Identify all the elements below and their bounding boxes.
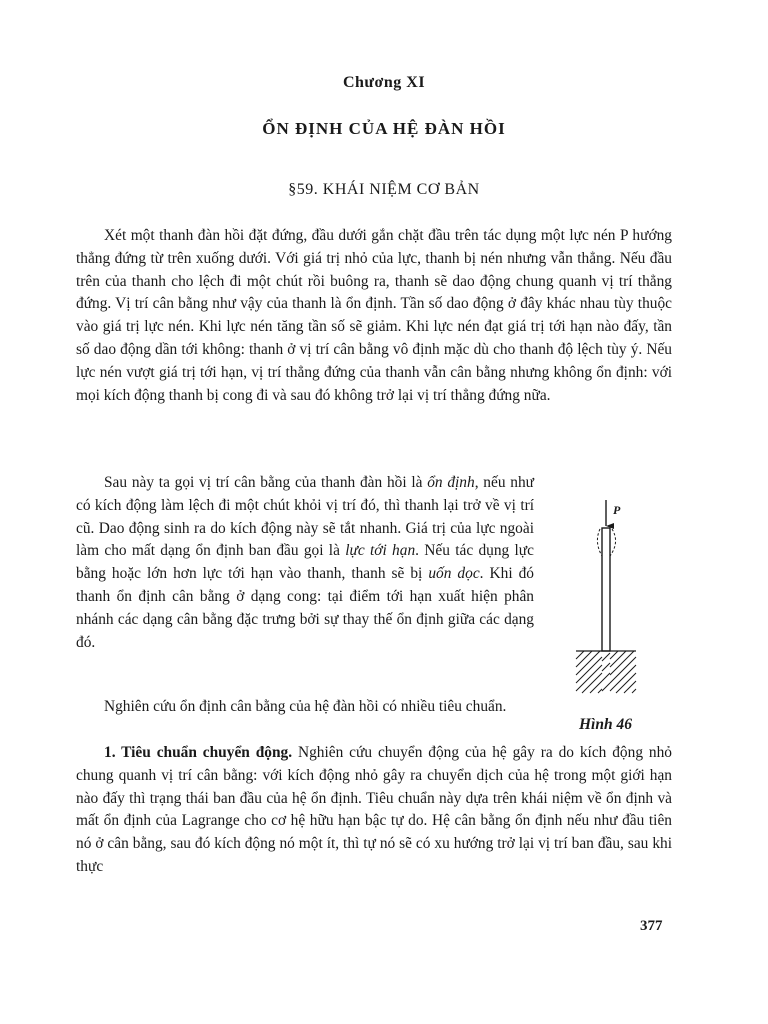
figure-caption: Hình 46 (579, 716, 632, 733)
figure-column-diagram (572, 496, 662, 700)
paragraph-criteria (76, 696, 534, 719)
text-run: . Khi đó thanh ổn định cân bằng ở dạng cong: tại điểm tới hạn xuất hiện phân nhánh các dạng cân bằng đặc trưng bởi sự thay thế ổn định giữa các dạng đó. (76, 565, 534, 651)
section-title: §59. KHÁI NIỆM CƠ BẢN (288, 181, 480, 198)
page-number: 377 (640, 918, 663, 934)
chapter-heading: Chương XI (342, 74, 426, 91)
text-run: Sau này ta gọi vị trí cân bằng của thanh đàn hồi là (104, 474, 428, 491)
text-run: Nghiên cứu chuyển động của hệ gây ra do kích động nhỏ chung quanh vị trí cân bằng: với kích động nhỏ gây ra chuyển dịch của hệ trong một giới hạn nào đấy thì trạng thái ban đầu của hệ ổn định. Tiêu chuẩn này dựa trên khái niệm về ổn định và mất ổn định của Lagrange cho cơ hệ hữu hạn bậc tự do. Hệ cân bằng ổn định nếu như đầu tiên nó ở cân bằng, sau đó kích động nó một ít, thì tự nó sẽ có xu hướng trở lại vị trí ban đầu, sau khi thực (76, 744, 672, 875)
paragraph-intro (76, 225, 672, 407)
paragraph-text: Xét một thanh đàn hồi đặt đứng, đầu dưới gắn chặt đầu trên tác dụng một lực nén P hướng thẳng đứng từ trên xuống dưới. Với giá trị nhỏ của lực, thanh bị nén nhưng vẫn thẳng. Nếu đầu trên của thanh cho lệch đi một chút rồi buông ra, thanh sẽ dao động chung quanh vị trí thẳng đứng. Vị trí cân bằng như vậy của thanh là ổn định. Tần số dao động ở đây khác nhau tùy thuộc vào giá trị lực nén. Khi lực nén tăng tần số sẽ giảm. Khi lực nén đạt giá trị tới hạn nào đấy, tần số dao động dần tới không: thanh ở vị trí cân bằng vô định mặc dù cho thanh độ lệch tùy ý. Nếu lực nén vượt giá trị tới hạn, vị trí thẳng đứng của thanh vẫn cân bằng nhưng không ổn định: với mọi kích động thanh bị cong đi và sau đó không trở lại vị trí thẳng đứng nữa. (76, 227, 672, 404)
text-run: . Nếu tác dụng lực bằng hoặc lớn hơn lực tới hạn vào thanh, thanh sẽ bị (76, 542, 534, 583)
fixed-support-hatching (576, 651, 636, 693)
text-run: , nếu như có kích động làm lệch đi một chút khỏi vị trí đó, thì thanh lại trở về vị trí cũ. Dao động sinh ra do kích động này sẽ tắt nhanh. Giá trị của lực ngoài làm cho mất dạng ổn định ban đầu gọi là (76, 474, 534, 560)
chapter-title: ỔN ĐỊNH CỦA HỆ ĐÀN HỒI (262, 119, 506, 138)
elastic-column (602, 528, 610, 651)
paragraph-text (76, 742, 672, 879)
term-stable: ổn định (427, 474, 475, 491)
paragraph-motion-criterion (76, 742, 672, 879)
term-critical-force: lực tới hạn (345, 542, 416, 560)
paragraph-text (76, 472, 534, 654)
criterion-heading: 1. Tiêu chuẩn chuyển động. (104, 744, 293, 761)
term-buckling: uốn dọc (428, 565, 480, 583)
paragraph-stability-definition (76, 472, 534, 654)
paragraph-text: Nghiên cứu ổn định cân bằng của hệ đàn hồi có nhiều tiêu chuẩn. (104, 698, 507, 715)
deflected-shape-right (610, 529, 616, 556)
force-label: P (613, 503, 621, 517)
